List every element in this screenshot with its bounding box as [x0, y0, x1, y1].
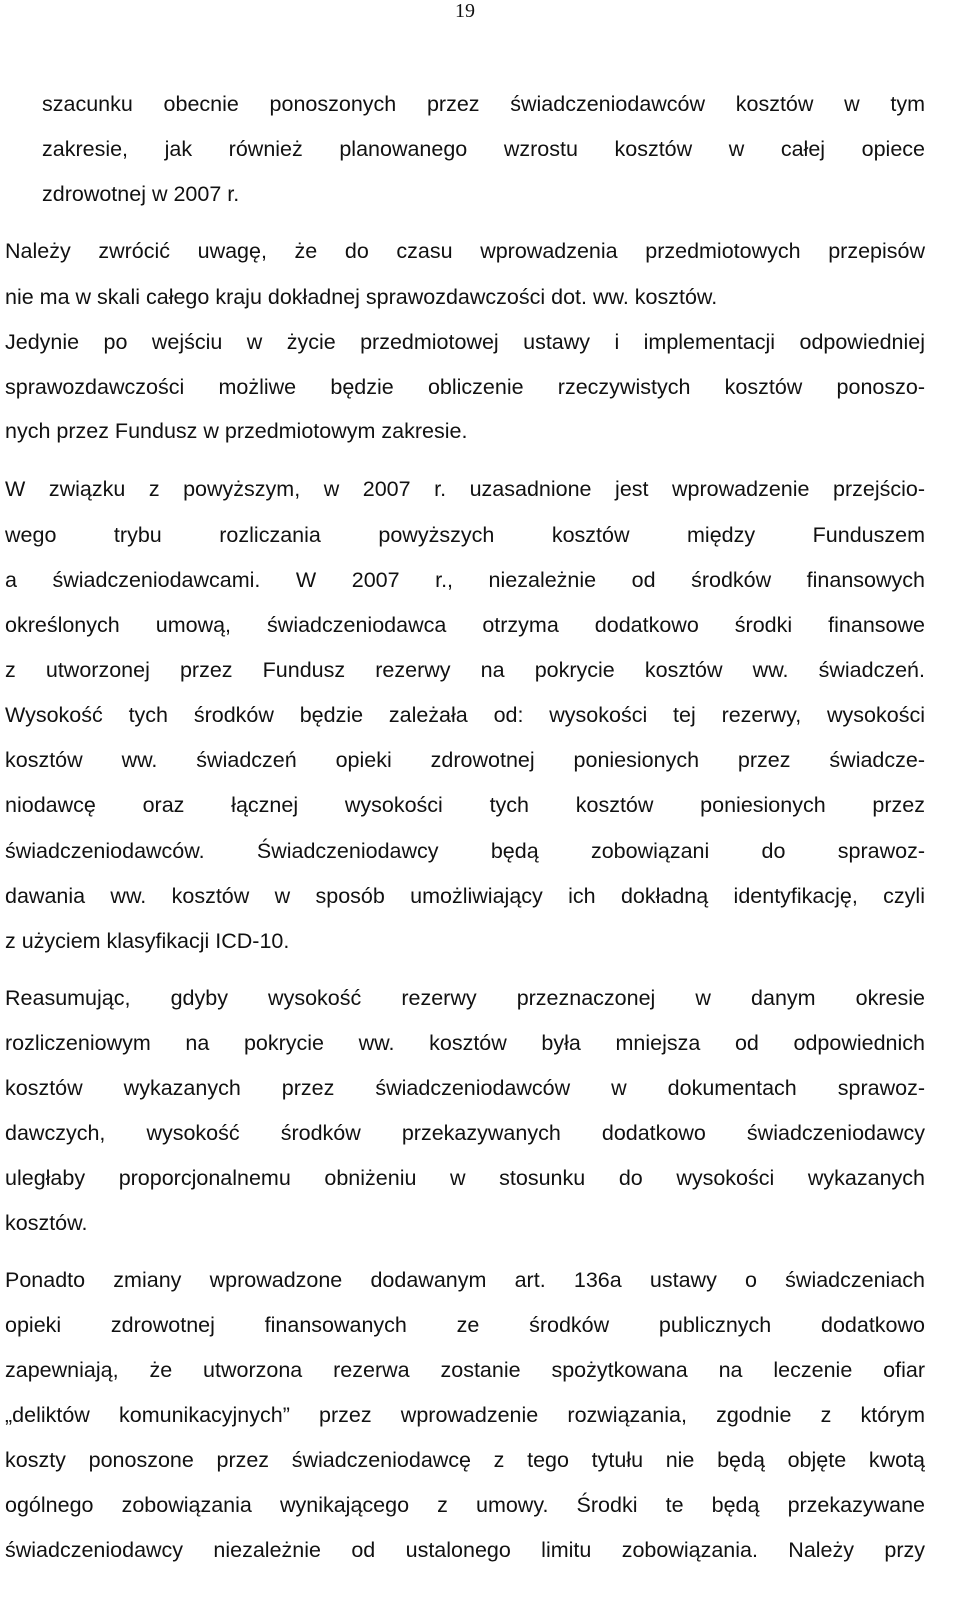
- text-line: z utworzonej przez Fundusz rezerwy na pokrycie kosztów ww. świadczeń.: [5, 658, 925, 682]
- text-line: z użyciem klasyfikacji ICD-10.: [5, 929, 290, 953]
- text-line: kosztów ww. świadczeń opieki zdrowotnej poniesionych przez świadcze-: [5, 748, 925, 772]
- text-line: Ponadto zmiany wprowadzone dodawanym art. 136a ustawy o świadczeniach: [5, 1268, 925, 1292]
- text-line: dawania ww. kosztów w sposób umożliwiający ich dokładną identyfikację, czyli: [5, 884, 925, 908]
- text-line: kosztów.: [5, 1211, 88, 1235]
- text-line: a świadczeniodawcami. W 2007 r., niezależnie od środków finansowych: [5, 568, 925, 592]
- text-line: „deliktów komunikacyjnych” przez wprowadzenie rozwiązania, zgodnie z którym: [5, 1403, 925, 1427]
- text-line: świadczeniodawców. Świadczeniodawcy będą zobowiązani do sprawoz-: [5, 839, 925, 863]
- text-line: dawczych, wysokość środków przekazywanych dodatkowo świadczeniodawcy: [5, 1121, 925, 1145]
- text-line: sprawozdawczości możliwe będzie obliczenie rzeczywistych kosztów ponoszo-: [5, 375, 925, 399]
- text-line: zapewniają, że utworzona rezerwa zostanie spożytkowana na leczenie ofiar: [5, 1358, 925, 1382]
- text-line: niodawcę oraz łącznej wysokości tych kosztów poniesionych przez: [5, 793, 925, 817]
- text-line: zdrowotnej w 2007 r.: [42, 182, 240, 206]
- page-number: 19: [455, 0, 475, 22]
- text-line: określonych umową, świadczeniodawca otrzyma dodatkowo środki finansowe: [5, 613, 925, 637]
- text-line: nych przez Fundusz w przedmiotowym zakresie.: [5, 419, 468, 443]
- text-line: rozliczeniowym na pokrycie ww. kosztów była mniejsza od odpowiednich: [5, 1031, 925, 1055]
- text-line: wego trybu rozliczania powyższych kosztów między Funduszem: [5, 523, 925, 547]
- text-line: Reasumując, gdyby wysokość rezerwy przeznaczonej w danym okresie: [5, 986, 925, 1010]
- text-line: ogólnego zobowiązania wynikającego z umowy. Środki te będą przekazywane: [5, 1493, 925, 1517]
- text-line: zakresie, jak również planowanego wzrostu kosztów w całej opiece: [42, 137, 925, 161]
- text-line: świadczeniodawcy niezależnie od ustalonego limitu zobowiązania. Należy przy: [5, 1538, 925, 1562]
- text-line: nie ma w skali całego kraju dokładnej sprawozdawczości dot. ww. kosztów.: [5, 285, 718, 309]
- text-line: opieki zdrowotnej finansowanych ze środków publicznych dodatkowo: [5, 1313, 925, 1337]
- text-line: uległaby proporcjonalnemu obniżeniu w stosunku do wysokości wykazanych: [5, 1166, 925, 1190]
- text-line: W związku z powyższym, w 2007 r. uzasadnione jest wprowadzenie przejścio-: [5, 477, 925, 501]
- text-line: Należy zwrócić uwagę, że do czasu wprowadzenia przedmiotowych przepisów: [5, 239, 925, 263]
- text-line: koszty ponoszone przez świadczeniodawcę z tego tytułu nie będą objęte kwotą: [5, 1448, 925, 1472]
- text-line: kosztów wykazanych przez świadczeniodawców w dokumentach sprawoz-: [5, 1076, 925, 1100]
- text-line: szacunku obecnie ponoszonych przez świadczeniodawców kosztów w tym: [42, 92, 925, 116]
- text-line: Jedynie po wejściu w życie przedmiotowej ustawy i implementacji odpowiedniej: [5, 330, 925, 354]
- text-line: Wysokość tych środków będzie zależała od: wysokości tej rezerwy, wysokości: [5, 703, 925, 727]
